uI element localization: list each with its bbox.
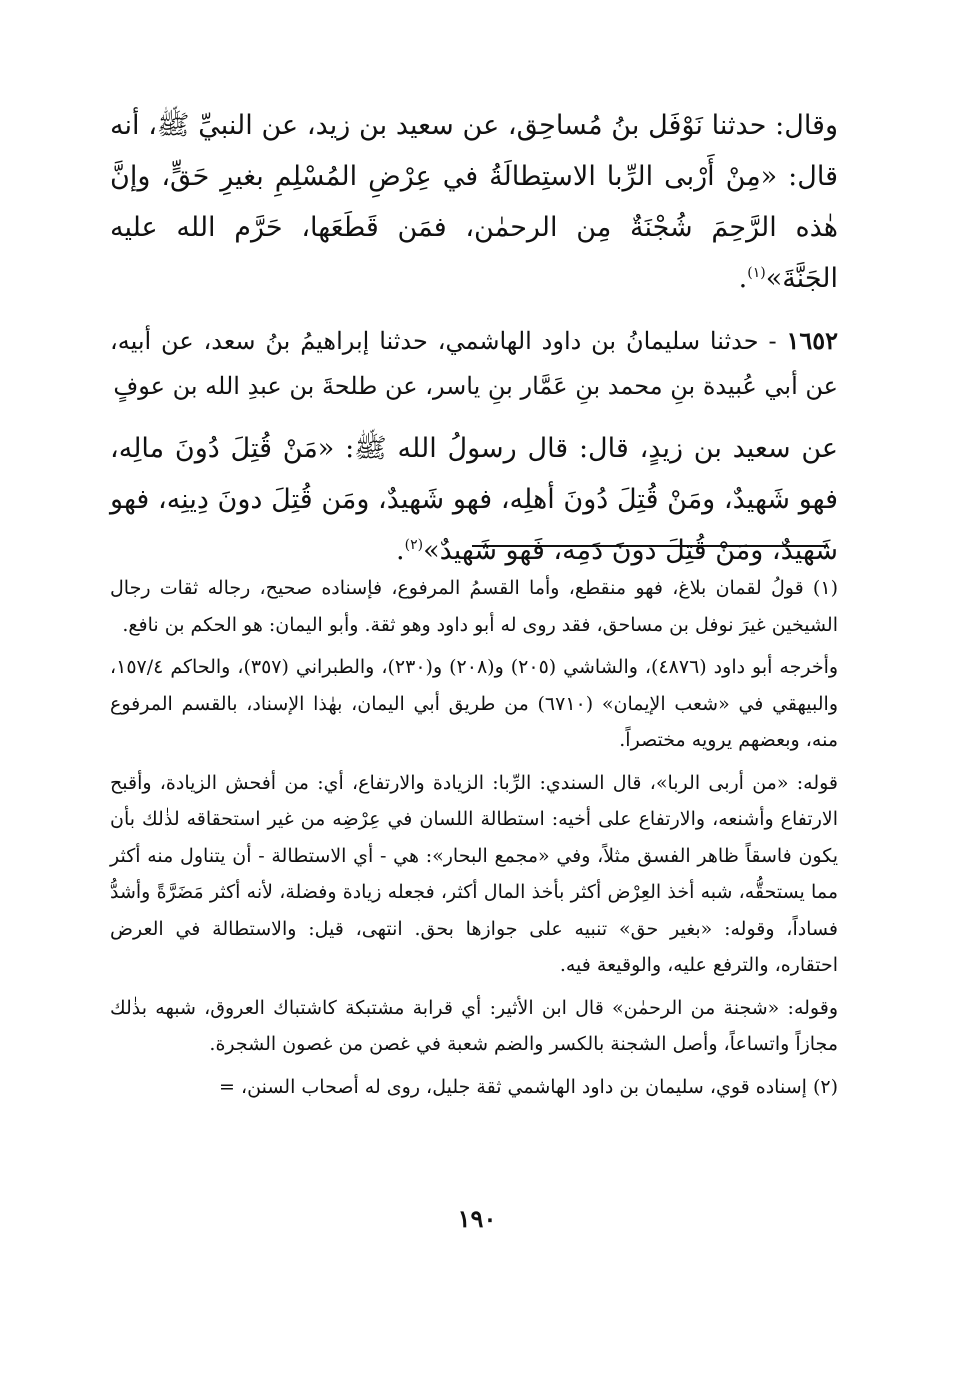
footnote-1-shujna: وقوله: «شجنة من الرحمٰن» قال ابن الأثير: أي قرابة مشتبكة كاشتباك العروق، شبهه بذٰلك مجازاً واتساعاً، وأصل الشجنة بالكسر والضم شعبة في غصن من غصون الشجرة. — [110, 996, 838, 1055]
sentence-end: . — [738, 263, 748, 294]
footnote-2: (٢) إسناده قوي، سليمان بن داود الهاشمي ثقة جليل، روى له أصحاب السنن، = — [219, 1075, 838, 1098]
footnote-1-sources: وأخرجه أبو داود (٤٨٧٦)، والشاشي (٢٠٥) و(٢٠٨) و(٢٣٠)، والطبراني (٣٥٧)، والحاكم ١٥٧/٤، والبيهقي في «شعب الإيمان» (٦٧١٠) من طريق أبي اليمان، بهٰذا الإسناد، بالقسم المرفوع منه، وبعضهم يرويه مختصراً. — [110, 656, 839, 751]
footnote-ref-1[interactable]: (١) — [747, 265, 766, 281]
paragraph-hadith-1652-chain — [110, 318, 838, 409]
footnote-divider — [472, 545, 828, 547]
sentence-end: . — [396, 535, 405, 566]
paragraph-hadith-1652-text — [110, 423, 838, 576]
main-text — [110, 100, 838, 576]
footnote-1-grading: (١) قولُ لقمان بلاغ، فهو منقطع، وأما القسمُ المرفوع، فإسناده صحيح، رجاله ثقات رجال الشيخين غيرَ نوفل بن مساحق، فقد روى له أبو داود وهو ثقة. وأبو اليمان: هو الحكم بن نافع. — [110, 577, 838, 636]
hadith-number: ١٦٥٢ — [786, 326, 838, 355]
footnote-1-explanation: قوله: «من أربى الربا»، قال السندي: الرِّبا: الزيادة والارتفاع، أي: من أفحش الزيادة، وأقبح الارتفاع وأشنعه، والارتفاع على أخيه: استطالة اللسان في عِرْضِه من غير استحقاقه لذٰلك بأن يكون فاسقاً ظاهر الفسق مثلاً، وفي «مجمع البحار»: هي - أي الاستطالة - أن يتناول منه أكثر مما يستحقُّه، شبه أخذ العِرْض أكثر بأخذ المال أكثر، فجعله زيادة وفضلة، لأنه أكثر مَضَرَّةً وأشدُّ فساداً، وقوله: «بغير حق» تنبيه على جوازها بحق. انتهى، قيل: والاستطالة في العرض احتقاره، والترفع عليه، والوقيعة فيه. — [110, 771, 839, 976]
footnote-ref-2[interactable]: (٢) — [404, 537, 424, 553]
paragraph-text: - حدثنا سليمانُ بن داود الهاشمي، حدثنا إبراهيمُ بنُ سعد، عن أبيه، عن أبي عُبيدة بنِ محمد بنِ عَمَّار بنِ ياسر، عن طلحةَ بن عبدِ الله بن عوفٍ — [110, 327, 838, 400]
paragraph-text: عن سعيد بن زيدٍ، قال: قال رسولُ الله ﷺ: «مَنْ قُتِلَ دُونَ مالِه، فهو شَهيدٌ، ومَنْ قُتِلَ دُونَ أهلِه، فهو شَهيدٌ، ومَن قُتِلَ دونَ دِينِه، فهو شَهيدٌ، ومَنْ قُتِلَ دونَ دَمِه، فَهو شَهيدٌ» — [110, 433, 838, 566]
page-number: ١٩٠ — [457, 1204, 497, 1233]
paragraph-nawfal-hadith — [110, 100, 838, 304]
paragraph-text: وقال: حدثنا نَوْفَل بنُ مُساحِق، عن سعيد بن زيد، عن النبيِّ ﷺ، أنه قال: «مِنْ أَرْبى الرِّبا الاستِطالَةُ في عِرْضِ المُسْلِمِ بغيرِ حَقٍّ، وإنَّ هٰذه الرَّحِمَ شُجْنَةٌ مِن الرحمٰن، فمَن قَطَعَها، حَرَّم الله عليه الجَنَّةَ» — [110, 110, 838, 294]
footnotes — [110, 570, 838, 1111]
